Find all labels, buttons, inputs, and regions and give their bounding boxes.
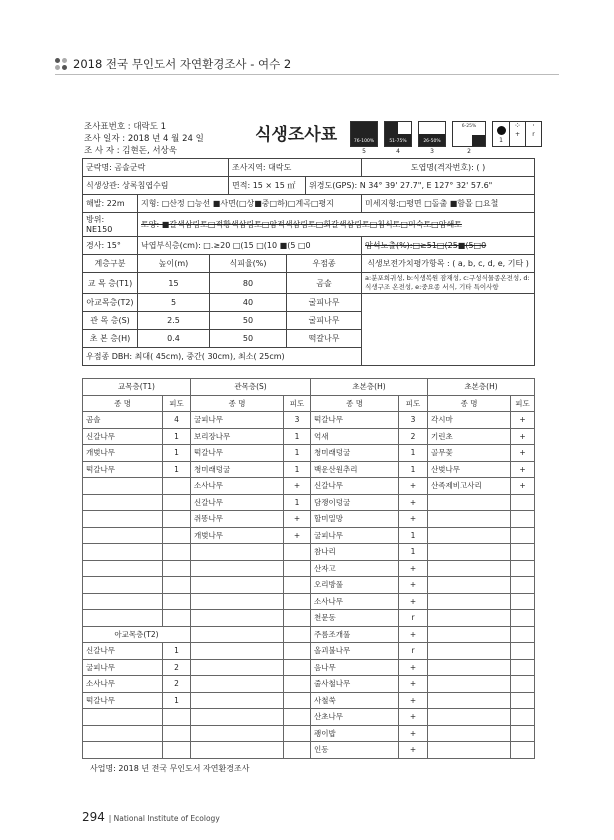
empty-cell: [284, 643, 311, 660]
cover-value: +: [284, 478, 311, 495]
dominant-dbh: 우점종 DBH: 최대( 45cm), 중간( 30cm), 최소( 25cm): [83, 348, 362, 366]
empty-cell: [191, 610, 284, 627]
empty-cell: [428, 643, 511, 660]
empty-cell: [163, 527, 191, 544]
cover-value: +: [399, 742, 428, 759]
page-number: 294: [82, 810, 105, 824]
empty-cell: [428, 709, 511, 726]
species-name: 주름조개풀: [311, 626, 399, 643]
empty-cell: [163, 560, 191, 577]
empty-cell: [511, 626, 535, 643]
empty-cell: [83, 527, 163, 544]
empty-cell: [284, 577, 311, 594]
gps-coordinates: 위경도(GPS): N 34° 39' 27.7", E 127° 32' 57.6": [306, 177, 535, 195]
group-header-s: 관목층(S): [191, 379, 311, 396]
cover-value: +: [399, 626, 428, 643]
empty-cell: [511, 643, 535, 660]
empty-cell: [428, 560, 511, 577]
cover-value: 1: [284, 461, 311, 478]
species-name: 천문동: [311, 610, 399, 627]
group-header-t2: 아교목층(T2): [83, 626, 191, 643]
species-name: 신갈나무: [83, 643, 163, 660]
empty-cell: [83, 544, 163, 561]
cover-value: +: [399, 577, 428, 594]
empty-cell: [428, 511, 511, 528]
species-name: 억새: [311, 428, 399, 445]
empty-cell: [191, 692, 284, 709]
species-name: 청미래덩굴: [311, 445, 399, 462]
species-name: 곰솔: [83, 412, 163, 429]
layer-dominant: 굴피나무: [287, 312, 362, 330]
cover-value: 2: [163, 659, 191, 676]
survey-info: [84, 121, 204, 157]
empty-cell: [83, 478, 163, 495]
plot-area: 면적: 15 × 15 ㎡: [229, 177, 306, 195]
empty-cell: [83, 593, 163, 610]
cover-value: +: [511, 428, 535, 445]
cover-value: +: [399, 659, 428, 676]
survey-region: 조사지역: 대락도: [229, 159, 362, 177]
cover-5-icon: 76-100%: [350, 121, 378, 147]
column-cover: 피도: [284, 395, 311, 412]
species-row: [83, 511, 535, 528]
cover-value: +: [399, 709, 428, 726]
cover-2-icon: 6-25%: [452, 121, 486, 147]
empty-cell: [511, 725, 535, 742]
layer-dominant: 곰솔: [287, 273, 362, 294]
column-species-name: 종 명: [83, 395, 163, 412]
survey-number: 조사표번호 : 대락도 1: [84, 122, 167, 132]
cover-value: +: [399, 692, 428, 709]
layer-dominant: 떡갈나무: [287, 330, 362, 348]
layer-height: 15: [138, 273, 210, 294]
running-header: [55, 56, 291, 72]
empty-cell: [163, 494, 191, 511]
cover-value: +: [399, 478, 428, 495]
header-title: 2018 전국 무인도서 자연환경조사 - 여수 2: [73, 57, 292, 71]
cover-4-icon: 51-75%: [384, 121, 412, 147]
cover-3-icon: 26-50%: [418, 121, 446, 147]
layer-height: 0.4: [138, 330, 210, 348]
species-name: 굴피나무: [83, 659, 163, 676]
empty-cell: [428, 692, 511, 709]
empty-cell: [428, 593, 511, 610]
form-title: 식생조사표: [255, 125, 338, 145]
species-name: 소사나무: [191, 478, 284, 495]
empty-cell: [191, 560, 284, 577]
rock-exposure: 암석노출(%):□≥51□(25■(5□0: [362, 237, 535, 255]
group-header-h: 초본층(H): [311, 379, 428, 396]
layer-name: 교 목 층(T1): [83, 273, 138, 294]
species-name: 줄사철나무: [311, 676, 399, 693]
cover-value: 1: [399, 527, 428, 544]
species-name: 신갈나무: [83, 428, 163, 445]
empty-cell: [511, 742, 535, 759]
species-name: 산자고: [311, 560, 399, 577]
empty-cell: [191, 544, 284, 561]
empty-cell: [511, 676, 535, 693]
cover-class-legend: 76-100% 5 51-75% 4 26-50% 3 6-25% 2 1 ⁘ + · r: [350, 121, 542, 155]
species-name: 오리방풀: [311, 577, 399, 594]
species-name: 담쟁이덩굴: [311, 494, 399, 511]
litter-layer: 낙엽부식층(cm): □.≥20 □(15 □(10 ■(5 □0: [138, 237, 362, 255]
column-species-name: 종 명: [311, 395, 399, 412]
empty-cell: [191, 659, 284, 676]
species-name: 굴피나무: [191, 412, 284, 429]
species-name: 괭이밥: [311, 725, 399, 742]
evaluation-description: a:분포희귀성, b:식생복원 잠재성, c:구성식물종온전성, d:식생구조 온전성, e:중요종 서식, 기타 특이사항: [362, 273, 535, 294]
cover-value: +: [511, 461, 535, 478]
empty-cell: [83, 560, 163, 577]
empty-cell: [428, 626, 511, 643]
empty-cell: [428, 725, 511, 742]
empty-cell: [284, 709, 311, 726]
cover-value: 1: [163, 643, 191, 660]
species-name: 사철쑥: [311, 692, 399, 709]
empty-cell: [511, 560, 535, 577]
empty-cell: [511, 593, 535, 610]
species-name: 떡갈나무: [311, 412, 399, 429]
cover-value: 1: [163, 692, 191, 709]
group-header-h2: 초본층(H): [428, 379, 535, 396]
species-name: 할미밀망: [311, 511, 399, 528]
cover-value: 2: [399, 428, 428, 445]
empty-cell: [191, 742, 284, 759]
empty-cell: [163, 709, 191, 726]
layer-height: 2.5: [138, 312, 210, 330]
empty-cell: [284, 742, 311, 759]
empty-cell: [511, 577, 535, 594]
species-name: 청미래덩굴: [191, 461, 284, 478]
layer-dominant: 굴피나무: [287, 294, 362, 312]
species-row: [83, 725, 535, 742]
surveyors: 조 사 자 : 김현돈, 서상욱: [84, 146, 177, 156]
microterrain: 미세지형:□평면 □돌출 ■함몰 □요철: [362, 195, 535, 213]
empty-cell: [428, 577, 511, 594]
evaluation-title: 식생보전가치평가항목 : ( a, b, c, d, e, 기타 ): [362, 255, 535, 273]
species-name: 기린초: [428, 428, 511, 445]
empty-cell: [83, 610, 163, 627]
empty-cell: [428, 659, 511, 676]
species-name: 산족제비고사리: [428, 478, 511, 495]
project-name: 사업명: 2018 년 전국 무인도서 자연환경조사: [90, 764, 250, 773]
group-header-t1: 교목층(T1): [83, 379, 191, 396]
species-row: [83, 742, 535, 759]
empty-cell: [284, 610, 311, 627]
empty-cell: [511, 692, 535, 709]
empty-cell: [511, 659, 535, 676]
evaluation-notes: [362, 294, 535, 366]
coverage-header: 식피율(%): [210, 255, 287, 273]
species-row: [83, 478, 535, 495]
cover-value: 1: [284, 494, 311, 511]
cover-value: +: [399, 560, 428, 577]
species-table: [82, 378, 535, 759]
aspect-label: 방위:: [86, 214, 105, 224]
empty-cell: [191, 593, 284, 610]
empty-cell: [428, 527, 511, 544]
cover-value: 1: [399, 445, 428, 462]
species-row: [83, 709, 535, 726]
empty-cell: [284, 676, 311, 693]
species-name: 떡갈나무: [83, 692, 163, 709]
species-name: 참나리: [311, 544, 399, 561]
cover-value: 1: [399, 461, 428, 478]
cover-value: +: [399, 494, 428, 511]
cover-value: 1: [163, 445, 191, 462]
layer-name: 초 본 층(H): [83, 330, 138, 348]
empty-cell: [191, 709, 284, 726]
empty-cell: [83, 577, 163, 594]
species-name: 개벚나무: [191, 527, 284, 544]
empty-cell: [163, 725, 191, 742]
layer-coverage: 50: [210, 312, 287, 330]
empty-cell: [163, 742, 191, 759]
empty-cell: [428, 544, 511, 561]
dots-icon: [55, 58, 67, 70]
species-name: 신갈나무: [311, 478, 399, 495]
empty-cell: [284, 659, 311, 676]
cover-value: 1: [284, 445, 311, 462]
species-row: [83, 560, 535, 577]
species-name: 떡갈나무: [191, 445, 284, 462]
cover-value: +: [511, 478, 535, 495]
species-name: 개벚나무: [83, 445, 163, 462]
empty-cell: [511, 527, 535, 544]
empty-cell: [511, 544, 535, 561]
layer-height: 5: [138, 294, 210, 312]
cover-value: +: [399, 725, 428, 742]
map-sheet: 도엽명(격자번호): ( ): [362, 159, 535, 177]
empty-cell: [428, 610, 511, 627]
layer-name: 관 목 층(S): [83, 312, 138, 330]
empty-cell: [428, 676, 511, 693]
community-name: 군락명: 곰솔군락: [83, 159, 229, 177]
empty-cell: [163, 478, 191, 495]
terrain: 지형: □산정 □능선 ■사면(□상■중□하)□계곡□평지: [138, 195, 362, 213]
species-row: [83, 445, 535, 462]
empty-cell: [191, 626, 284, 643]
empty-cell: [511, 610, 535, 627]
cover-value: +: [284, 511, 311, 528]
species-row: [83, 577, 535, 594]
empty-cell: [428, 742, 511, 759]
species-name: 보리장나무: [191, 428, 284, 445]
empty-cell: [191, 577, 284, 594]
slope: 경사: 15°: [83, 237, 138, 255]
species-row: [83, 544, 535, 561]
cover-value: 3: [399, 412, 428, 429]
empty-cell: [83, 709, 163, 726]
species-name: 쥐똥나무: [191, 511, 284, 528]
cover-value: 1: [163, 428, 191, 445]
cover-value: 4: [163, 412, 191, 429]
cover-value: +: [399, 676, 428, 693]
cover-value: +: [511, 445, 535, 462]
species-name: 떡갈나무: [83, 461, 163, 478]
cover-value: r: [399, 610, 428, 627]
cover-small-icons: 1 ⁘ + · r: [492, 121, 542, 147]
species-name: 각시마: [428, 412, 511, 429]
survey-date: 조사 일자 : 2018 년 4 월 24 일: [84, 134, 204, 144]
species-name: 산초나무: [311, 709, 399, 726]
empty-cell: [83, 742, 163, 759]
cover-value: 3: [284, 412, 311, 429]
empty-cell: [191, 676, 284, 693]
cover-value: +: [511, 412, 535, 429]
page-footer: 294 | National Institute of Ecology: [82, 810, 220, 824]
cover-value: 1: [399, 544, 428, 561]
species-row: [83, 610, 535, 627]
height-header: 높이(m): [138, 255, 210, 273]
species-row: [83, 412, 535, 429]
cover-value: +: [284, 527, 311, 544]
layer-coverage: 50: [210, 330, 287, 348]
species-row: [83, 593, 535, 610]
empty-cell: [511, 494, 535, 511]
soil-type: 토양: ■갈색삼림토□적황색삼림토□암적색삼림토□회갈색삼림토□침식토□미숙토□암쇄토: [138, 213, 535, 237]
empty-cell: [428, 494, 511, 511]
species-row: [83, 626, 535, 643]
empty-cell: [163, 610, 191, 627]
species-row: [83, 428, 535, 445]
altitude: 해발: 22m: [83, 195, 138, 213]
organization: National Institute of Ecology: [113, 814, 220, 823]
dominant-header: 우점종: [287, 255, 362, 273]
empty-cell: [511, 511, 535, 528]
layer-coverage: 80: [210, 273, 287, 294]
cover-value: 1: [284, 428, 311, 445]
species-row: [83, 527, 535, 544]
empty-cell: [163, 544, 191, 561]
column-cover: 피도: [399, 395, 428, 412]
species-row: [83, 659, 535, 676]
empty-cell: [284, 544, 311, 561]
cover-value: 1: [163, 461, 191, 478]
aspect-value: NE150: [86, 224, 113, 234]
species-name: 올괴불나무: [311, 643, 399, 660]
species-name: 음나무: [311, 659, 399, 676]
species-row: [83, 692, 535, 709]
empty-cell: [284, 626, 311, 643]
cover-value: r: [399, 643, 428, 660]
empty-cell: [191, 643, 284, 660]
layer-coverage: 40: [210, 294, 287, 312]
layer-name: 아교목층(T2): [83, 294, 138, 312]
column-species-name: 종 명: [428, 395, 511, 412]
empty-cell: [163, 593, 191, 610]
empty-cell: [163, 577, 191, 594]
empty-cell: [284, 593, 311, 610]
header-divider: [55, 74, 559, 75]
species-name: 인동: [311, 742, 399, 759]
empty-cell: [284, 560, 311, 577]
species-row: [83, 643, 535, 660]
column-cover: 피도: [511, 395, 535, 412]
empty-cell: [191, 725, 284, 742]
species-row: [83, 461, 535, 478]
physiognomy: 식생상관: 상록침엽수림: [83, 177, 229, 195]
species-name: 산벚나무: [428, 461, 511, 478]
empty-cell: [284, 692, 311, 709]
species-row: [83, 676, 535, 693]
cover-value: 2: [163, 676, 191, 693]
species-name: 신갈나무: [191, 494, 284, 511]
species-name: 소사나무: [83, 676, 163, 693]
cover-value: +: [399, 593, 428, 610]
empty-cell: [284, 725, 311, 742]
species-name: 굴피나무: [311, 527, 399, 544]
empty-cell: [83, 725, 163, 742]
column-cover: 피도: [163, 395, 191, 412]
site-table: [82, 158, 535, 366]
species-name: 소사나무: [311, 593, 399, 610]
species-name: 백운산원추리: [311, 461, 399, 478]
species-name: 골무꽃: [428, 445, 511, 462]
empty-cell: [163, 511, 191, 528]
layer-header: 계층구분: [83, 255, 138, 273]
cover-value: +: [399, 511, 428, 528]
empty-cell: [511, 709, 535, 726]
empty-cell: [83, 511, 163, 528]
empty-cell: [83, 494, 163, 511]
column-species-name: 종 명: [191, 395, 284, 412]
species-row: [83, 494, 535, 511]
